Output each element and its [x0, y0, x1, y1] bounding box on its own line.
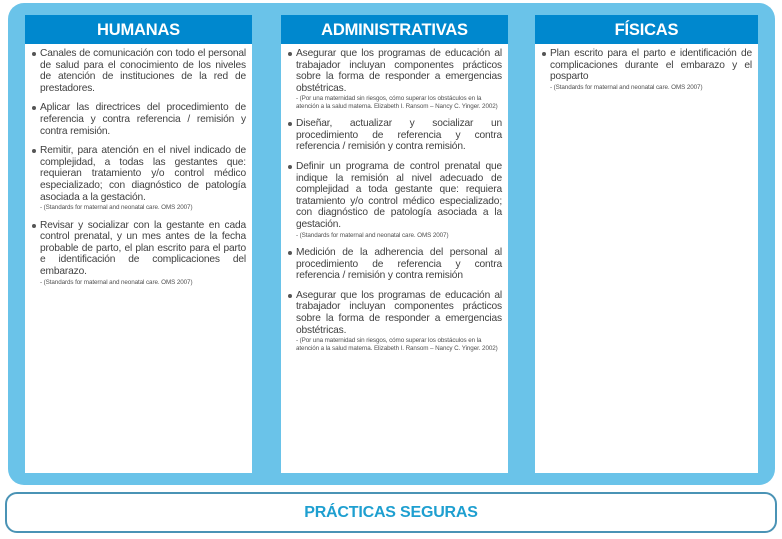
bullet-icon	[542, 52, 546, 56]
column-fisicas	[535, 15, 758, 473]
item-text: Revisar y socializar con la gestante en cada control prenatal, y un mes antes de la fecha probable de parto, el plan escrito para el parto e identificación de complicaciones del embarazo.	[40, 219, 246, 277]
bullet-icon	[288, 122, 292, 126]
list-item	[32, 48, 246, 94]
item-reference: - (Standards for maternal and neonatal care. OMS 2007)	[40, 204, 193, 212]
list-item	[32, 220, 246, 286]
item-list	[535, 44, 758, 91]
item-reference: - (Por una maternidad sin riesgos, cómo superar los obstáculos en la atención a la salud materna. Elizabeth I. Ransom – Nancy C. Yinger. 2002)	[296, 337, 498, 352]
item-text: Remitir, para atención en el nivel indicado de complejidad, a todas las gestantes que: requieran tratamiento y/o control médico especializado; con diagnóstico de patología asociada a la gestación.	[40, 145, 246, 203]
list-item	[288, 118, 502, 153]
bullet-icon	[32, 106, 36, 110]
bullet-icon	[288, 52, 292, 56]
item-text: Plan escrito para el parto e identificación de complicaciones durante el embarazo y el posparto	[550, 48, 752, 83]
item-list	[25, 44, 252, 286]
list-item	[32, 102, 246, 137]
item-list	[281, 44, 508, 352]
bullet-icon	[32, 52, 36, 56]
item-text: Medición de la adherencia del personal al procedimiento de referencia y contra referencia / remisión y contra remisión	[296, 246, 502, 282]
list-item	[288, 247, 502, 282]
list-item	[542, 48, 752, 91]
bullet-icon	[288, 165, 292, 169]
bullet-icon	[288, 294, 292, 298]
bullet-icon	[288, 251, 292, 255]
item-text: Diseñar, actualizar y socializar un procedimiento de referencia y contra referencia / remisión y contra remisión.	[296, 118, 502, 153]
column-administrativas	[281, 15, 508, 473]
item-reference: - (Por una maternidad sin riesgos, cómo superar los obstáculos en la atención a la salud materna. Elizabeth I. Ransom – Nancy C. Yinger. 2002)	[296, 95, 498, 110]
bullet-icon	[32, 224, 36, 228]
footer-title: PRÁCTICAS SEGURAS	[304, 504, 478, 521]
column-header: FÍSICAS	[535, 15, 758, 44]
bullet-icon	[32, 149, 36, 153]
item-reference: - (Standards for maternal and neonatal care. OMS 2007)	[296, 231, 449, 239]
item-text: Asegurar que los programas de educación al trabajador incluyan componentes prácticos sobre la forma de responder a emergencias obstétricas.	[296, 289, 502, 336]
item-text: Asegurar que los programas de educación al trabajador incluyan componentes prácticos sobre la forma de responder a emergencias obstétricas.	[296, 48, 502, 94]
list-item	[288, 290, 502, 352]
list-item	[288, 161, 502, 239]
column-humanas	[25, 15, 252, 473]
item-reference: - (Standards for maternal and neonatal care. OMS 2007)	[40, 278, 193, 286]
column-header: ADMINISTRATIVAS	[281, 15, 508, 44]
item-text: Aplicar las directrices del procedimiento de referencia y contra referencia / remisión y contra remisión.	[40, 102, 246, 137]
item-reference: - (Standards for maternal and neonatal care. OMS 2007)	[550, 83, 703, 91]
item-text: Canales de comunicación con todo el personal de salud para el conocimiento de los niveles de atención de instituciones de la red de prestadores.	[40, 48, 246, 94]
footer-banner	[5, 492, 777, 533]
list-item	[32, 145, 246, 211]
list-item	[288, 48, 502, 110]
column-header: HUMANAS	[25, 15, 252, 44]
item-text: Definir un programa de control prenatal que indique la remisión al nivel adecuado de complejidad a toda gestante que: requiera tratamiento y/o control médico especializado; con diagnóstico de patología asociada a la gestación.	[296, 160, 502, 230]
